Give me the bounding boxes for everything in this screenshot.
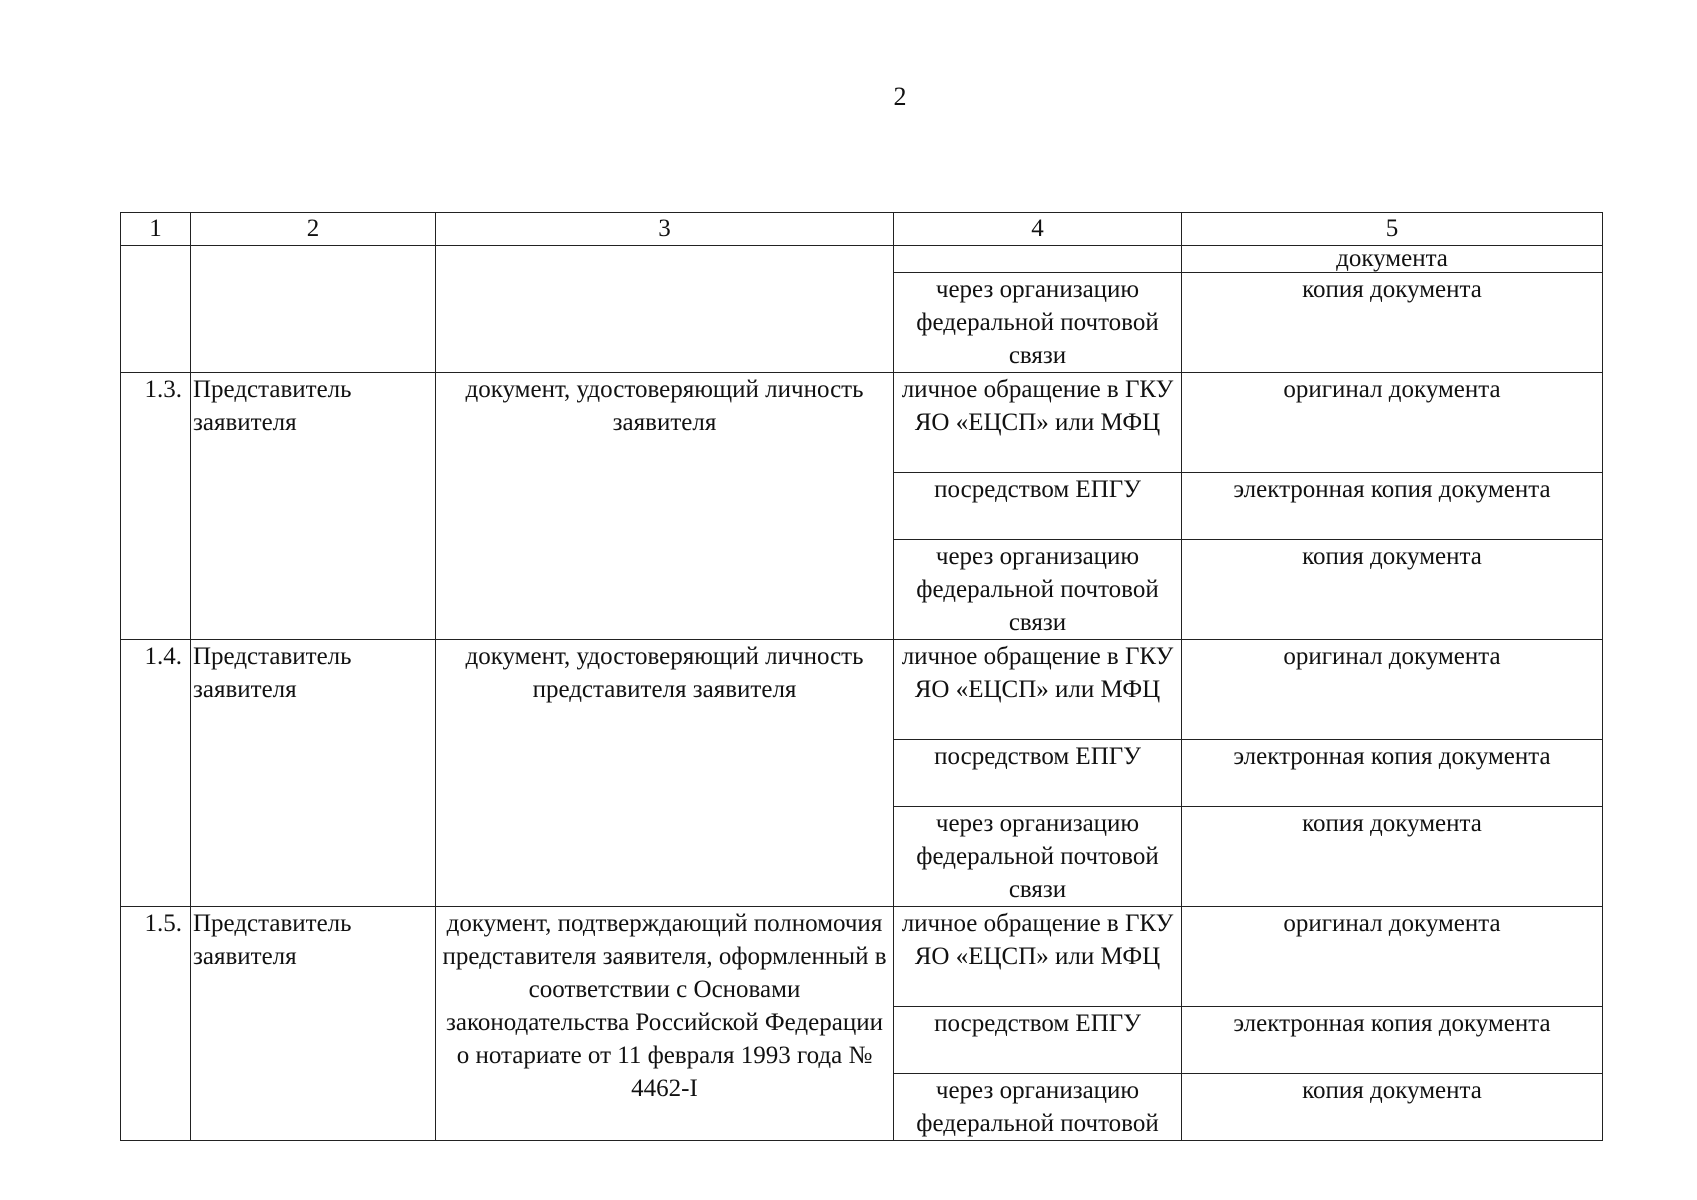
cell-document	[436, 246, 894, 373]
cell-form: электронная копия документа	[1182, 740, 1603, 807]
cell-num: 1.3.	[121, 373, 191, 640]
cell-form: копия документа	[1182, 540, 1603, 640]
page-number: 2	[893, 82, 907, 111]
cell-method: личное обращение в ГКУ ЯО «ЕЦСП» или МФЦ	[894, 373, 1182, 473]
table-row	[121, 640, 1603, 740]
cell-form: копия документа	[1182, 807, 1603, 907]
cell-form: электронная копия документа	[1182, 473, 1603, 540]
cell-method: личное обращение в ГКУ ЯО «ЕЦСП» или МФЦ	[894, 907, 1182, 1007]
cell-method: посредством ЕПГУ	[894, 473, 1182, 540]
cell-method: через организацию федеральной почтовой связи	[894, 540, 1182, 640]
cell-method: через организацию федеральной почтовой связи	[894, 273, 1182, 373]
header-col-1: 1	[121, 213, 191, 246]
cell-applicant: Представитель заявителя	[191, 373, 436, 640]
cell-document: документ, подтверждающий полномочия представителя заявителя, оформленный в соответствии с Основами законодательства Российской Федерации о нотариате от 11 февраля 1993 года № 4462-I	[436, 907, 894, 1141]
cell-applicant: Представитель заявителя	[191, 907, 436, 1141]
cell-method: посредством ЕПГУ	[894, 1007, 1182, 1074]
cell-form: копия документа	[1182, 1074, 1603, 1141]
cell-applicant: Представитель заявителя	[191, 640, 436, 907]
cell-form: оригинал документа	[1182, 640, 1603, 740]
table-row	[121, 373, 1603, 473]
cell-method: личное обращение в ГКУ ЯО «ЕЦСП» или МФЦ	[894, 640, 1182, 740]
document-table	[120, 212, 1603, 1141]
header-col-5: 5	[1182, 213, 1603, 246]
cell-method: через организацию федеральной почтовой связи	[894, 807, 1182, 907]
cell-method: через организацию федеральной почтовой	[894, 1074, 1182, 1141]
header-col-2: 2	[191, 213, 436, 246]
header-col-3: 3	[436, 213, 894, 246]
cell-num	[121, 246, 191, 373]
cell-num: 1.5.	[121, 907, 191, 1141]
cell-num: 1.4.	[121, 640, 191, 907]
cell-document: документ, удостоверяющий личность представителя заявителя	[436, 640, 894, 907]
table-header-row	[121, 213, 1603, 246]
cell-form: документа	[1182, 246, 1603, 273]
cell-applicant	[191, 246, 436, 373]
cell-document: документ, удостоверяющий личность заявителя	[436, 373, 894, 640]
header-col-4: 4	[894, 213, 1182, 246]
table-row-continuation	[121, 246, 1603, 273]
cell-form: копия документа	[1182, 273, 1603, 373]
cell-form: электронная копия документа	[1182, 1007, 1603, 1074]
cell-form: оригинал документа	[1182, 907, 1603, 1007]
cell-method: посредством ЕПГУ	[894, 740, 1182, 807]
cell-method	[894, 246, 1182, 273]
table-row	[121, 907, 1603, 1007]
cell-form: оригинал документа	[1182, 373, 1603, 473]
